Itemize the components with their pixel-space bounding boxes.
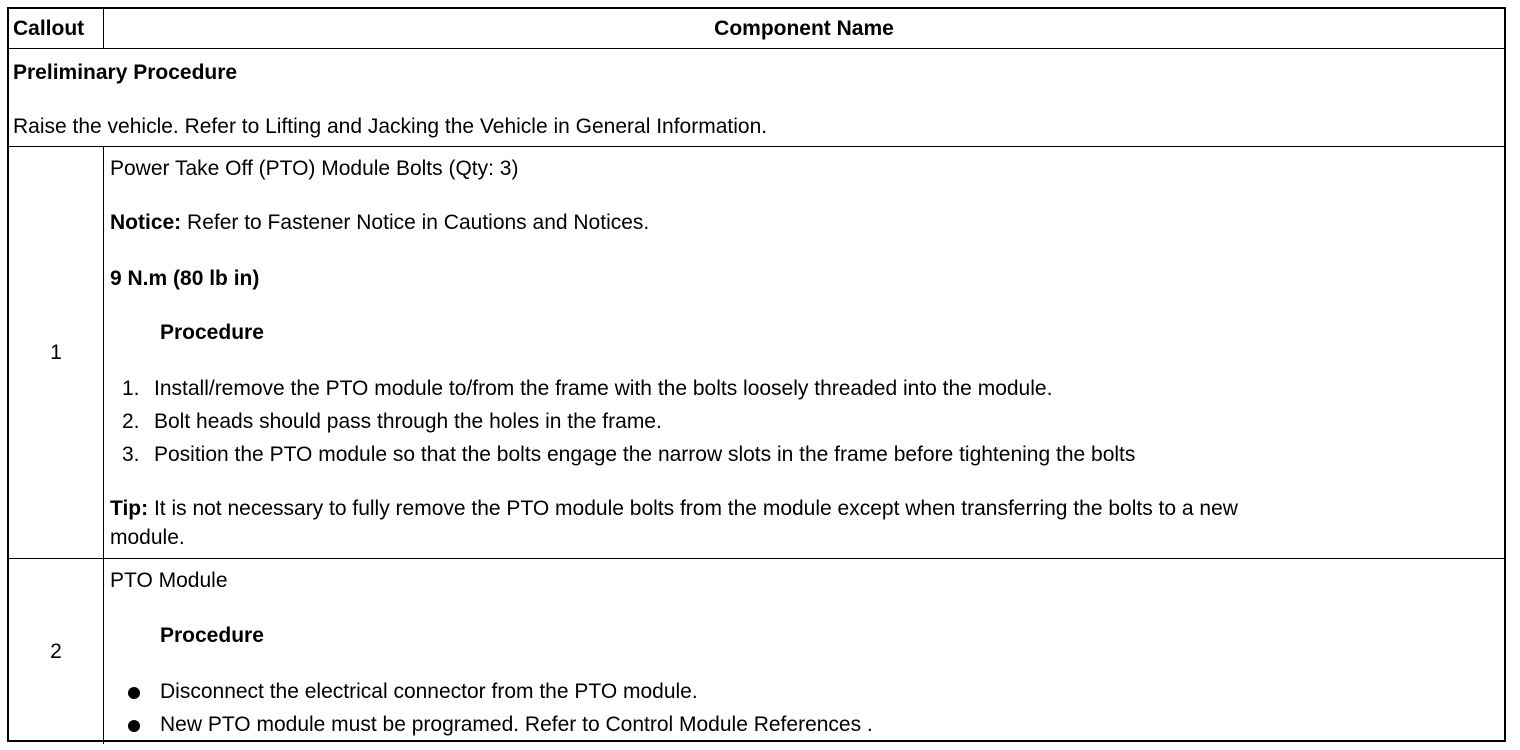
- list-item: [122, 375, 1052, 402]
- list-item: Disconnect the electrical connector from the PTO module.: [160, 680, 698, 703]
- table-row: [9, 559, 1504, 744]
- tip-line: [110, 495, 1238, 522]
- bullet-icon: [128, 720, 140, 732]
- tip-text-continued: module.: [110, 526, 185, 549]
- callout-number: 2: [9, 559, 104, 744]
- bullet-icon: [128, 687, 140, 699]
- procedure-title: Procedure: [160, 624, 264, 647]
- step-text: Install/remove the PTO module to/from the frame with the bolts loosely threaded into the module.: [154, 377, 1053, 400]
- step-number: 3.: [122, 443, 140, 466]
- component-table: [7, 7, 1506, 742]
- tip-text: It is not necessary to fully remove the PTO module bolts from the module except when transferring the bolts to a new: [148, 497, 1238, 520]
- torque-spec: 9 N.m (80 lb in): [110, 267, 260, 290]
- component-name-column-header: Component Name: [714, 17, 894, 40]
- preliminary-text: Raise the vehicle. Refer to Lifting and Jacking the Vehicle in General Information.: [13, 115, 768, 138]
- preliminary-procedure-row: [9, 49, 1504, 147]
- step-text: Position the PTO module so that the bolts engage the narrow slots in the frame before tightening the bolts: [154, 443, 1136, 466]
- component-name: Power Take Off (PTO) Module Bolts (Qty: 3): [110, 157, 519, 180]
- table-row: [9, 147, 1504, 559]
- step-text: Bolt heads should pass through the holes in the frame.: [154, 410, 662, 433]
- step-number: 2.: [122, 410, 140, 433]
- notice-text: Refer to Fastener Notice in Cautions and Notices.: [181, 211, 650, 234]
- component-cell: [104, 559, 1504, 744]
- notice-line: [110, 209, 649, 236]
- list-item: New PTO module must be programed. Refer to Control Module References .: [160, 713, 873, 736]
- component-cell: [104, 147, 1504, 558]
- callout-column-header: Callout: [9, 9, 104, 48]
- tip-label: Tip:: [110, 497, 149, 520]
- preliminary-title: Preliminary Procedure: [13, 61, 238, 84]
- list-item: [122, 408, 662, 435]
- component-name: PTO Module: [110, 569, 228, 592]
- step-number: 1.: [122, 377, 140, 400]
- table-header-row: [9, 9, 1504, 49]
- procedure-title: Procedure: [160, 321, 264, 344]
- notice-label: Notice:: [110, 211, 182, 234]
- list-item: [122, 441, 1135, 468]
- callout-number: 1: [9, 147, 104, 558]
